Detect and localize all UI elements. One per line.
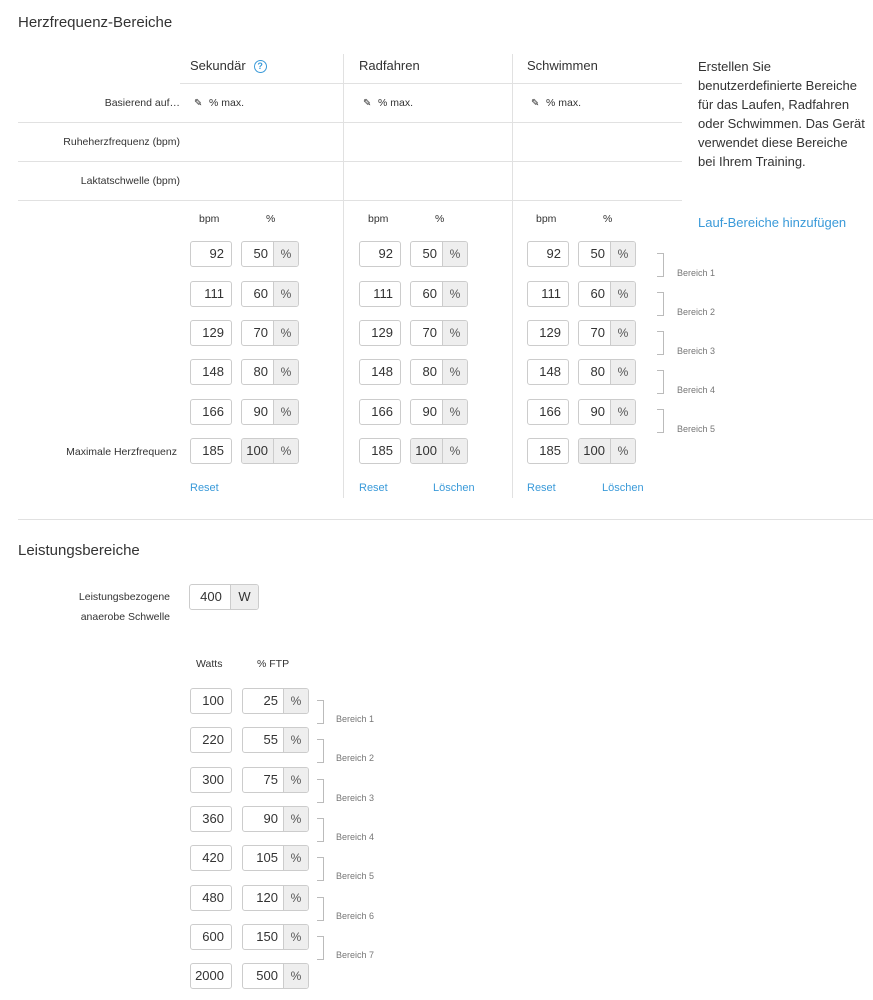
pencil-icon: ✎ — [363, 98, 372, 109]
zone-bracket — [657, 253, 664, 277]
pct-input[interactable] — [410, 399, 468, 425]
pct-value: 80 — [422, 364, 437, 379]
bpm-header: bpm — [199, 213, 220, 225]
pct-input[interactable] — [410, 359, 468, 385]
watts-input[interactable]: 220 — [190, 727, 232, 753]
bpm-input[interactable]: 129 — [359, 320, 401, 346]
bpm-input[interactable]: 111 — [527, 281, 569, 307]
zone-label: Bereich 6 — [336, 910, 375, 921]
bpm-input[interactable]: 92 — [359, 241, 401, 267]
pct-value: 100 — [579, 439, 611, 463]
bpm-input[interactable]: 166 — [359, 399, 401, 425]
pct-value: 80 — [253, 364, 268, 379]
ftp-value: 150 — [256, 928, 278, 944]
zone-label: Bereich 5 — [336, 871, 375, 882]
bpm-input[interactable]: 129 — [527, 320, 569, 346]
hr-section-title: Herzfrequenz-Bereiche — [18, 14, 173, 31]
question-icon[interactable]: ? — [254, 60, 267, 73]
zone-label: Bereich 2 — [336, 753, 375, 764]
threshold-watts-input[interactable] — [189, 584, 259, 610]
divider — [180, 83, 682, 84]
pct-unit: % — [610, 400, 635, 424]
watts-input[interactable]: 480 — [190, 885, 232, 911]
zone-bracket — [657, 331, 664, 355]
pct-unit: % — [273, 400, 298, 424]
pct-unit: % — [442, 282, 467, 306]
zone-bracket — [657, 409, 664, 433]
watts-input[interactable]: 300 — [190, 767, 232, 793]
zone-bracket — [317, 700, 324, 724]
reset-link-radfahren[interactable]: Reset — [359, 482, 388, 494]
pct-input[interactable] — [578, 241, 636, 267]
pencil-icon: ✎ — [531, 98, 540, 109]
pct-input[interactable] — [578, 320, 636, 346]
ftp-input[interactable] — [242, 806, 309, 832]
zone-bracket — [317, 857, 324, 881]
pct-unit: % — [283, 689, 308, 713]
pencil-icon: ✎ — [194, 98, 203, 109]
ftp-input[interactable] — [242, 963, 309, 989]
pct-header: % — [435, 213, 445, 225]
pct-value: 80 — [590, 364, 605, 379]
pct-unit: % — [442, 242, 467, 266]
pct-unit: % — [273, 242, 298, 266]
watts-header: Watts — [196, 658, 223, 670]
pct-unit: % — [283, 846, 308, 870]
delete-link-schwimmen[interactable]: Löschen — [602, 482, 644, 494]
ftp-value: 120 — [256, 889, 278, 905]
section-divider — [18, 519, 873, 520]
based-on-label: Basierend auf… — [104, 97, 180, 109]
pct-unit: % — [283, 925, 308, 949]
pct-unit: % — [273, 439, 298, 463]
pct-input[interactable] — [241, 241, 299, 267]
ftp-value: 55 — [263, 732, 278, 748]
pct-input[interactable] — [241, 399, 299, 425]
watts-input[interactable]: 600 — [190, 924, 232, 950]
pct-value: 90 — [422, 404, 437, 419]
max-hr-label: Maximale Herzfrequenz — [66, 446, 177, 458]
ftp-input[interactable] — [242, 767, 309, 793]
pct-input[interactable] — [410, 241, 468, 267]
pct-value: 50 — [590, 246, 605, 261]
ftp-value: 500 — [256, 968, 278, 984]
zone-label: Bereich 4 — [677, 385, 716, 395]
zone-label: Bereich 5 — [677, 424, 716, 434]
pct-header: % — [603, 213, 613, 225]
divider — [18, 200, 682, 201]
pct-unit: % — [610, 282, 635, 306]
pct-value: 100 — [242, 439, 274, 463]
ftp-value: 25 — [263, 693, 278, 708]
pct-value: 90 — [253, 404, 268, 419]
bpm-input[interactable]: 92 — [190, 241, 232, 267]
basis-edit-schwimmen[interactable]: ✎ % max. — [531, 97, 582, 109]
pct-input[interactable] — [578, 281, 636, 307]
zone-bracket — [317, 897, 324, 921]
watts-input[interactable]: 360 — [190, 806, 232, 832]
pct-unit: % — [442, 439, 467, 463]
pct-unit: % — [442, 400, 467, 424]
max-pct-field — [578, 438, 636, 464]
zone-bracket — [657, 292, 664, 316]
pct-input[interactable] — [578, 399, 636, 425]
ftp-value: 105 — [256, 850, 278, 866]
resting-hr-label: Ruheherzfrequenz (bpm) — [63, 136, 180, 148]
pct-value: 70 — [590, 325, 605, 340]
watts-input[interactable]: 2000 — [190, 963, 232, 989]
ftp-input[interactable] — [242, 924, 309, 950]
threshold-label-line1: Leistungsbezogene — [78, 591, 170, 603]
zone-label: Bereich 2 — [677, 307, 716, 317]
pct-unit: % — [283, 886, 308, 910]
divider — [18, 122, 682, 123]
power-section-title: Leistungsbereiche — [18, 542, 140, 559]
zone-bracket — [317, 739, 324, 763]
threshold-label-line2: anaerobe Schwelle — [80, 611, 170, 623]
col-header-schwimmen: Schwimmen — [527, 58, 598, 73]
ftp-input[interactable] — [242, 688, 309, 714]
bpm-input[interactable]: 148 — [359, 359, 401, 385]
pct-input[interactable] — [410, 281, 468, 307]
ftp-input[interactable] — [242, 845, 309, 871]
pct-input[interactable] — [241, 281, 299, 307]
watt-unit: W — [230, 585, 258, 609]
ftp-value: 75 — [263, 771, 278, 787]
ftp-input[interactable] — [242, 885, 309, 911]
col-header-radfahren: Radfahren — [359, 58, 420, 73]
basis-edit-radfahren[interactable]: ✎ % max. — [363, 97, 414, 109]
divider — [18, 161, 682, 162]
pct-value: 70 — [422, 325, 437, 340]
zone-bracket — [657, 370, 664, 394]
zone-label: Bereich 1 — [336, 714, 375, 724]
bpm-input[interactable]: 111 — [359, 281, 401, 307]
pct-unit: % — [273, 321, 298, 345]
watts-input[interactable]: 100 — [190, 688, 232, 714]
add-run-zones-link[interactable]: Lauf-Bereiche hinzufügen — [698, 215, 847, 230]
pct-unit: % — [610, 439, 635, 463]
bpm-input[interactable]: 185 — [359, 438, 401, 464]
reset-link-sekundaer[interactable]: Reset — [190, 482, 219, 494]
bpm-input[interactable]: 111 — [190, 281, 232, 307]
ftp-value: 90 — [263, 810, 278, 826]
column-divider — [512, 54, 513, 498]
bpm-input[interactable]: 129 — [190, 320, 232, 346]
pct-input[interactable] — [241, 359, 299, 385]
pct-unit: % — [283, 728, 308, 752]
pct-unit: % — [610, 242, 635, 266]
threshold-value: 400 — [200, 589, 222, 604]
pct-header: % — [266, 213, 276, 225]
bpm-input[interactable]: 166 — [190, 399, 232, 425]
col-header-sekundaer: Sekundär ? — [190, 58, 267, 73]
bpm-header: bpm — [368, 213, 389, 225]
bpm-input[interactable]: 185 — [190, 438, 232, 464]
zone-bracket — [317, 818, 324, 842]
pct-value: 100 — [411, 439, 443, 463]
pct-value: 90 — [590, 404, 605, 419]
bpm-input[interactable]: 148 — [527, 359, 569, 385]
ftp-header: % FTP — [257, 658, 290, 670]
delete-link-radfahren[interactable]: Löschen — [433, 482, 475, 494]
pct-unit: % — [610, 321, 635, 345]
bpm-input[interactable]: 185 — [527, 438, 569, 464]
pct-input[interactable] — [410, 320, 468, 346]
zone-label: Bereich 1 — [677, 268, 716, 278]
reset-link-schwimmen[interactable]: Reset — [527, 482, 556, 494]
max-pct-field — [410, 438, 468, 464]
zone-label: Bereich 4 — [336, 831, 375, 842]
column-divider — [343, 54, 344, 498]
pct-unit: % — [442, 360, 467, 384]
zone-label: Bereich 3 — [336, 792, 375, 803]
pct-unit: % — [442, 321, 467, 345]
basis-edit-sekundaer[interactable]: ✎ % max. — [194, 97, 245, 109]
pct-unit: % — [273, 282, 298, 306]
bpm-header: bpm — [536, 213, 557, 225]
pct-value: 60 — [422, 286, 437, 301]
pct-input[interactable] — [241, 320, 299, 346]
bpm-input[interactable]: 92 — [527, 241, 569, 267]
zone-bracket — [317, 779, 324, 803]
hr-help-text: Erstellen Sie benutzerdefinierte Bereiche für das Laufen, Radfahren oder Schwimmen. Das Gerät verwendet diese Bereiche bei Ihrem Training. — [698, 59, 865, 169]
zone-label: Bereich 7 — [336, 949, 375, 960]
pct-input[interactable] — [578, 359, 636, 385]
zone-bracket — [317, 936, 324, 960]
pct-value: 50 — [253, 246, 268, 261]
pct-unit: % — [283, 768, 308, 792]
pct-value: 60 — [253, 286, 268, 301]
pct-unit: % — [610, 360, 635, 384]
lactate-threshold-label: Laktatschwelle (bpm) — [80, 175, 180, 187]
pct-value: 70 — [253, 325, 268, 340]
pct-unit: % — [283, 807, 308, 831]
pct-unit: % — [273, 360, 298, 384]
bpm-input[interactable]: 148 — [190, 359, 232, 385]
bpm-input[interactable]: 166 — [527, 399, 569, 425]
ftp-input[interactable] — [242, 727, 309, 753]
zone-label: Bereich 3 — [677, 346, 716, 356]
pct-value: 60 — [590, 286, 605, 301]
pct-value: 50 — [422, 246, 437, 261]
watts-input[interactable]: 420 — [190, 845, 232, 871]
max-pct-field — [241, 438, 299, 464]
pct-unit: % — [283, 964, 308, 988]
